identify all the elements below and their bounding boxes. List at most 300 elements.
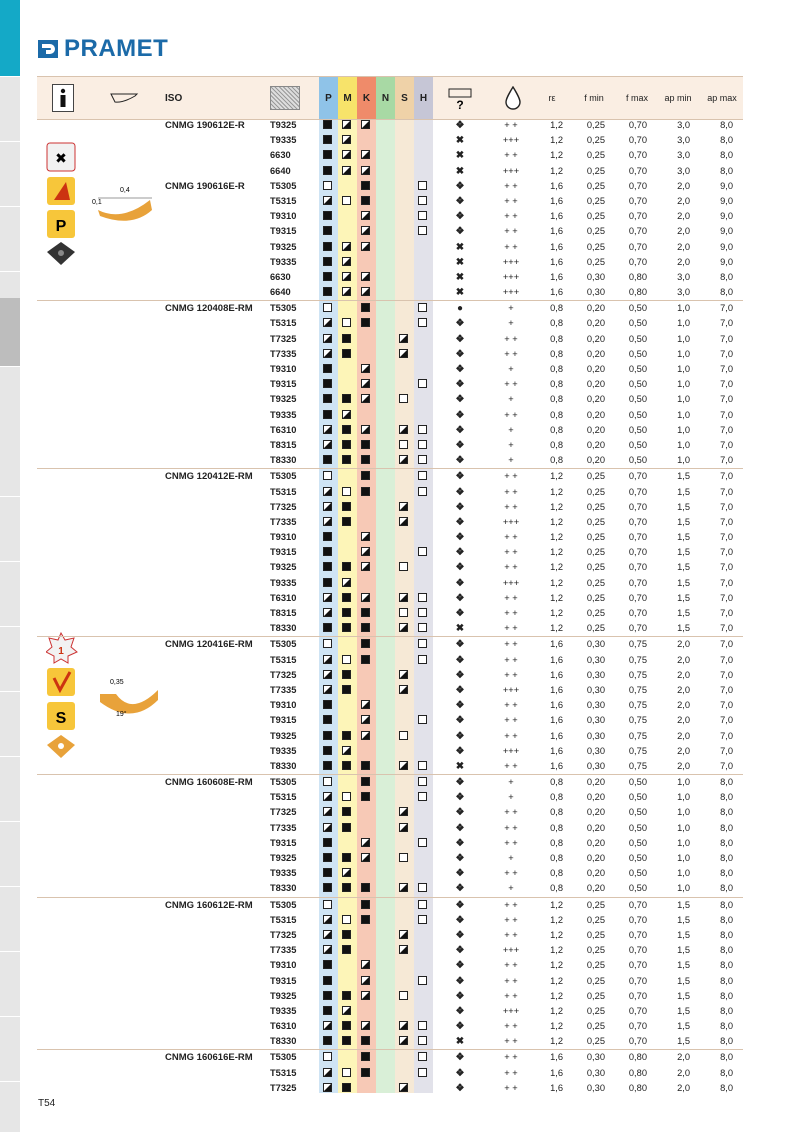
depth-max: 7,0 — [720, 455, 733, 466]
feed-max: 0,70 — [628, 256, 647, 267]
side-tab[interactable] — [0, 1017, 20, 1082]
suitability-M — [342, 257, 351, 266]
depth-min: 2,0 — [677, 639, 690, 650]
corner-radius: 1,6 — [550, 760, 563, 771]
grade: T7325 — [270, 669, 297, 680]
depth-max: 8,0 — [720, 822, 733, 833]
corner-radius: 1,2 — [550, 945, 563, 956]
feed-max: 0,50 — [628, 364, 647, 374]
suitability-P — [323, 471, 332, 480]
suitability-P — [323, 364, 332, 373]
suitability-P — [323, 777, 332, 786]
suitability-M — [342, 608, 351, 617]
coolant-rating: + — [508, 424, 514, 435]
suitability-K — [361, 440, 370, 449]
feed-max: 0,80 — [628, 1067, 647, 1078]
feed-max: 0,80 — [628, 1052, 647, 1063]
depth-min: 1,0 — [677, 792, 690, 803]
grade: T6310 — [270, 592, 297, 603]
table-row — [37, 836, 743, 851]
table-row — [37, 1049, 743, 1065]
header-M: M — [338, 77, 357, 119]
suitability-P — [323, 410, 332, 419]
side-tab[interactable] — [0, 142, 20, 207]
feed-min: 0,25 — [586, 547, 605, 558]
table-row — [37, 636, 743, 652]
suitability-P — [323, 1052, 332, 1061]
svg-text:?: ? — [456, 98, 464, 111]
suitability-K — [361, 242, 370, 251]
suitability-P — [323, 853, 332, 862]
feed-min: 0,25 — [586, 945, 605, 956]
feed-min: 0,20 — [586, 364, 605, 374]
suitability-H — [418, 547, 427, 556]
depth-min: 2,0 — [677, 684, 690, 695]
suitability-K — [361, 991, 370, 1000]
table-row — [37, 133, 743, 148]
corner-radius: 1,6 — [550, 271, 563, 282]
feed-min: 0,25 — [586, 929, 605, 940]
depth-max: 7,0 — [720, 409, 733, 420]
chip-control-mark: ❖ — [455, 333, 465, 345]
chip-control-mark: ❖ — [455, 1052, 465, 1064]
grade: T9335 — [270, 1005, 297, 1016]
suitability-M — [342, 287, 351, 296]
svg-text:1: 1 — [58, 646, 64, 657]
iso-code: CNMG 190612E-R — [165, 120, 245, 131]
grade: T9335 — [270, 135, 297, 146]
suitability-P — [323, 700, 332, 709]
corner-radius: 1,2 — [550, 150, 563, 161]
feed-max: 0,75 — [628, 669, 647, 680]
suitability-P — [323, 211, 332, 220]
feed-min: 0,20 — [586, 348, 605, 359]
depth-min: 1,5 — [677, 975, 690, 986]
feed-min: 0,25 — [586, 516, 605, 527]
suitability-M — [342, 166, 351, 175]
suitability-M — [342, 945, 351, 954]
table-row — [37, 270, 743, 285]
coolant-rating: + + — [504, 654, 518, 665]
suitability-K — [361, 562, 370, 571]
suitability-P — [323, 868, 332, 877]
depth-min: 1,0 — [677, 822, 690, 833]
feed-max: 0,70 — [628, 960, 647, 971]
feed-max: 0,80 — [628, 1082, 647, 1093]
feed-max: 0,50 — [628, 868, 647, 879]
feed-min: 0,30 — [586, 1082, 605, 1093]
suitability-P — [323, 639, 332, 648]
suitability-P — [323, 532, 332, 541]
coolant-rating: + + — [504, 730, 518, 741]
coolant-rating: + — [508, 853, 514, 863]
coolant-rating: + + — [504, 1036, 518, 1047]
side-tab[interactable] — [0, 627, 20, 692]
suitability-K — [361, 960, 370, 969]
coolant-rating: + + — [504, 623, 518, 634]
table-row — [37, 653, 743, 668]
suitability-M — [342, 272, 351, 281]
depth-max: 7,0 — [720, 547, 733, 558]
depth-min: 1,0 — [677, 333, 690, 344]
suitability-P — [323, 318, 332, 327]
suitability-M — [342, 349, 351, 358]
feed-max: 0,70 — [628, 914, 647, 925]
corner-radius: 1,6 — [550, 730, 563, 741]
grade: T8330 — [270, 883, 297, 894]
feed-max: 0,50 — [628, 439, 647, 450]
grade: T7335 — [270, 516, 297, 527]
feed-max: 0,70 — [628, 547, 647, 558]
coolant-rating: +++ — [502, 135, 520, 146]
corner-radius: 0,8 — [550, 439, 563, 450]
coolant-rating: + — [508, 439, 514, 450]
corner-radius: 0,8 — [550, 303, 563, 314]
chip-control-mark: ✖ — [455, 1036, 465, 1048]
suitability-M — [342, 1068, 351, 1077]
grade: 6640 — [270, 165, 291, 176]
feed-min: 0,30 — [586, 760, 605, 771]
depth-min: 2,0 — [677, 256, 690, 267]
depth-max: 7,0 — [720, 348, 733, 359]
suitability-P — [323, 838, 332, 847]
depth-max: 8,0 — [720, 1005, 733, 1016]
table-row — [37, 148, 743, 163]
grade: T9315 — [270, 837, 297, 848]
suitability-K — [361, 471, 370, 480]
side-tab[interactable] — [0, 562, 20, 627]
coolant-rating: + + — [504, 120, 518, 130]
corner-radius: 1,6 — [550, 195, 563, 206]
grade: 6630 — [270, 271, 291, 282]
coolant-rating: + + — [504, 379, 518, 390]
table-row — [37, 332, 743, 347]
side-tab[interactable] — [0, 887, 20, 952]
chip-control-mark: ✖ — [455, 150, 465, 162]
coolant-rating: + — [508, 792, 514, 803]
feed-max: 0,50 — [628, 424, 647, 435]
chip-control-mark: ❖ — [455, 669, 465, 681]
coolant-rating: + + — [504, 807, 518, 818]
depth-min: 1,0 — [677, 868, 690, 879]
suitability-P — [323, 502, 332, 511]
coolant-rating: + + — [504, 150, 518, 161]
depth-min: 1,5 — [677, 960, 690, 971]
corner-radius: 1,2 — [550, 929, 563, 940]
suitability-S — [399, 930, 408, 939]
suitability-K — [361, 455, 370, 464]
depth-min: 2,0 — [677, 195, 690, 206]
suitability-P — [323, 517, 332, 526]
depth-max: 8,0 — [720, 287, 733, 298]
suitability-P — [323, 334, 332, 343]
suitability-H — [418, 379, 427, 388]
suitability-P — [323, 670, 332, 679]
corner-radius: 1,6 — [550, 715, 563, 726]
depth-min: 1,0 — [677, 394, 690, 405]
feed-max: 0,70 — [628, 975, 647, 986]
coolant-rating: +++ — [502, 945, 520, 956]
suitability-H — [418, 761, 427, 770]
grade: T9310 — [270, 211, 297, 222]
feed-min: 0,30 — [586, 639, 605, 650]
depth-min: 1,0 — [677, 424, 690, 435]
depth-min: 1,5 — [677, 945, 690, 956]
suitability-M — [342, 823, 351, 832]
table-row — [37, 790, 743, 805]
apmax-header: ap max — [707, 93, 737, 103]
table-row — [37, 1034, 743, 1049]
coolant-rating: + + — [504, 608, 518, 618]
feed-max: 0,50 — [628, 379, 647, 390]
coolant-rating: + + — [504, 348, 518, 359]
feed-max: 0,50 — [628, 837, 647, 848]
corner-radius: 0,8 — [550, 379, 563, 390]
feed-max: 0,75 — [628, 700, 647, 711]
grade: T9310 — [270, 364, 297, 374]
depth-min: 2,0 — [677, 1082, 690, 1093]
feed-min: 0,25 — [586, 914, 605, 925]
grade: T5315 — [270, 792, 297, 803]
coolant-rating: + + — [504, 547, 518, 558]
coolant-rating: + + — [504, 471, 518, 482]
suitability-K — [361, 655, 370, 664]
feed-max: 0,70 — [628, 165, 647, 176]
depth-min: 1,5 — [677, 471, 690, 482]
suitability-M — [342, 930, 351, 939]
suitability-K — [361, 900, 370, 909]
rc-header: rε — [548, 93, 556, 103]
grade: 6640 — [270, 287, 291, 298]
feed-max: 0,70 — [628, 471, 647, 482]
depth-min: 2,0 — [677, 745, 690, 756]
depth-max: 8,0 — [720, 853, 733, 863]
suitability-H — [418, 181, 427, 190]
chip-control-mark: ❖ — [455, 180, 465, 192]
header-K: K — [357, 77, 376, 119]
coolant-rating: +++ — [502, 256, 520, 267]
suitability-P — [323, 181, 332, 190]
side-tab[interactable] — [0, 822, 20, 887]
side-tab-section[interactable] — [0, 298, 20, 367]
depth-min: 1,0 — [677, 303, 690, 314]
feed-min: 0,20 — [586, 394, 605, 405]
grade: T9310 — [270, 700, 297, 711]
chip-control-mark: ❖ — [455, 486, 465, 498]
side-tab[interactable] — [0, 77, 20, 142]
depth-max: 8,0 — [720, 120, 733, 130]
suitability-M — [342, 425, 351, 434]
suitability-M — [342, 1036, 351, 1045]
suitability-S — [399, 807, 408, 816]
side-tab[interactable] — [0, 432, 20, 497]
coolant-rating: + + — [504, 562, 518, 573]
feed-min: 0,25 — [586, 990, 605, 1001]
feed-max: 0,80 — [628, 287, 647, 298]
depth-max: 8,0 — [720, 271, 733, 282]
table-row — [37, 1004, 743, 1019]
iso-code: CNMG 120416E-RM — [165, 639, 253, 651]
feed-max: 0,70 — [628, 592, 647, 603]
corner-radius: 1,6 — [550, 256, 563, 267]
side-tab[interactable] — [0, 497, 20, 562]
grade: T8315 — [270, 608, 297, 618]
grade: T7325 — [270, 1082, 297, 1093]
suitability-P — [323, 945, 332, 954]
corner-radius: 1,6 — [550, 700, 563, 711]
suitability-K — [361, 425, 370, 434]
feed-min: 0,25 — [586, 562, 605, 573]
suitability-P — [323, 608, 332, 617]
depth-max: 7,0 — [720, 424, 733, 435]
table-row — [37, 821, 743, 836]
grade: T9315 — [270, 226, 297, 237]
depth-max: 7,0 — [720, 439, 733, 450]
side-tab[interactable] — [0, 692, 20, 757]
table-row — [37, 453, 743, 468]
depth-max: 9,0 — [720, 211, 733, 222]
feed-min: 0,20 — [586, 303, 605, 314]
table-row — [37, 179, 743, 194]
suitability-P — [323, 226, 332, 235]
coolant-drop-icon — [502, 77, 524, 119]
suitability-K — [361, 608, 370, 617]
suitability-H — [418, 1021, 427, 1030]
feed-max: 0,50 — [628, 409, 647, 420]
feed-min: 0,30 — [586, 730, 605, 741]
feed-max: 0,50 — [628, 853, 647, 863]
suitability-S — [399, 440, 408, 449]
grade: T8315 — [270, 439, 297, 450]
depth-max: 9,0 — [720, 256, 733, 267]
suitability-S — [399, 562, 408, 571]
depth-min: 1,5 — [677, 577, 690, 588]
corner-radius: 1,2 — [550, 135, 563, 146]
depth-min: 2,0 — [677, 226, 690, 237]
suitability-K — [361, 120, 370, 129]
corner-radius: 1,6 — [550, 1067, 563, 1078]
suitability-M — [342, 150, 351, 159]
depth-max: 7,0 — [720, 760, 733, 771]
grade: T5315 — [270, 1067, 297, 1078]
side-tab[interactable] — [0, 952, 20, 1017]
table-row — [37, 1066, 743, 1081]
grade: T9315 — [270, 547, 297, 558]
depth-max: 7,0 — [720, 562, 733, 573]
suitability-S — [399, 593, 408, 602]
feed-max: 0,50 — [628, 777, 647, 788]
depth-min: 2,0 — [677, 241, 690, 252]
chip-control-mark: ❖ — [455, 777, 465, 789]
suitability-K — [361, 715, 370, 724]
suitability-M — [342, 394, 351, 403]
iso-code: CNMG 120408E-RM — [165, 303, 253, 315]
info-icon — [49, 77, 77, 119]
suitability-P — [323, 1083, 332, 1092]
suitability-S — [399, 1083, 408, 1092]
suitability-M — [342, 991, 351, 1000]
depth-min: 1,0 — [677, 409, 690, 420]
depth-max: 7,0 — [720, 379, 733, 390]
feed-min: 0,25 — [586, 195, 605, 206]
depth-min: 3,0 — [677, 120, 690, 130]
chip-control-mark: ❖ — [455, 348, 465, 360]
corner-radius: 1,2 — [550, 516, 563, 527]
suitability-S — [399, 394, 408, 403]
coolant-rating: + + — [504, 1021, 518, 1032]
side-tab-active[interactable] — [0, 0, 20, 77]
side-tab[interactable] — [0, 757, 20, 822]
suitability-K — [361, 593, 370, 602]
grade: T9325 — [270, 562, 297, 573]
grade: T5315 — [270, 195, 297, 206]
depth-max: 7,0 — [720, 318, 733, 329]
depth-max: 8,0 — [720, 960, 733, 971]
suitability-H — [418, 455, 427, 464]
table-row — [37, 729, 743, 744]
feed-max: 0,70 — [628, 1005, 647, 1016]
depth-max: 8,0 — [720, 914, 733, 925]
chip-control-mark: ✖ — [455, 256, 465, 268]
suitability-H — [418, 226, 427, 235]
coolant-rating: + + — [504, 501, 518, 512]
suitability-H — [418, 792, 427, 801]
depth-min: 1,0 — [677, 837, 690, 848]
suitability-K — [361, 487, 370, 496]
corner-radius: 1,2 — [550, 623, 563, 634]
table-row — [37, 606, 743, 621]
suitability-S — [399, 455, 408, 464]
chip-control-mark: ❖ — [455, 960, 465, 972]
suitability-M — [342, 517, 351, 526]
depth-max: 7,0 — [720, 745, 733, 756]
coolant-rating: + + — [504, 760, 518, 771]
depth-min: 1,5 — [677, 501, 690, 512]
feed-min: 0,25 — [586, 211, 605, 222]
chip-control-mark: ❖ — [455, 211, 465, 223]
feed-max: 0,70 — [628, 120, 647, 130]
corner-radius: 1,6 — [550, 1052, 563, 1063]
feed-max: 0,50 — [628, 792, 647, 803]
chip-control-mark: ❖ — [455, 394, 465, 406]
side-tab[interactable] — [0, 207, 20, 272]
depth-min: 2,0 — [677, 211, 690, 222]
table-row — [37, 683, 743, 698]
suitability-P — [323, 655, 332, 664]
coolant-rating: + + — [504, 960, 518, 971]
feed-min: 0,20 — [586, 424, 605, 435]
depth-max: 8,0 — [720, 975, 733, 986]
table-row — [37, 240, 743, 255]
corner-radius: 0,8 — [550, 822, 563, 833]
grade: T8330 — [270, 760, 297, 771]
fmin-header: f min — [584, 93, 604, 103]
suitability-M — [342, 242, 351, 251]
feed-min: 0,20 — [586, 868, 605, 879]
corner-radius: 0,8 — [550, 455, 563, 466]
chip-control-mark: ❖ — [455, 516, 465, 528]
feed-min: 0,25 — [586, 899, 605, 910]
depth-max: 8,0 — [720, 945, 733, 956]
depth-max: 7,0 — [720, 669, 733, 680]
feed-min: 0,30 — [586, 669, 605, 680]
insert-profile-icon — [109, 77, 139, 119]
chip-control-mark: ❖ — [455, 532, 465, 544]
grade: T5315 — [270, 486, 297, 497]
table-row — [37, 805, 743, 820]
table-row — [37, 759, 743, 774]
table-row — [37, 545, 743, 560]
